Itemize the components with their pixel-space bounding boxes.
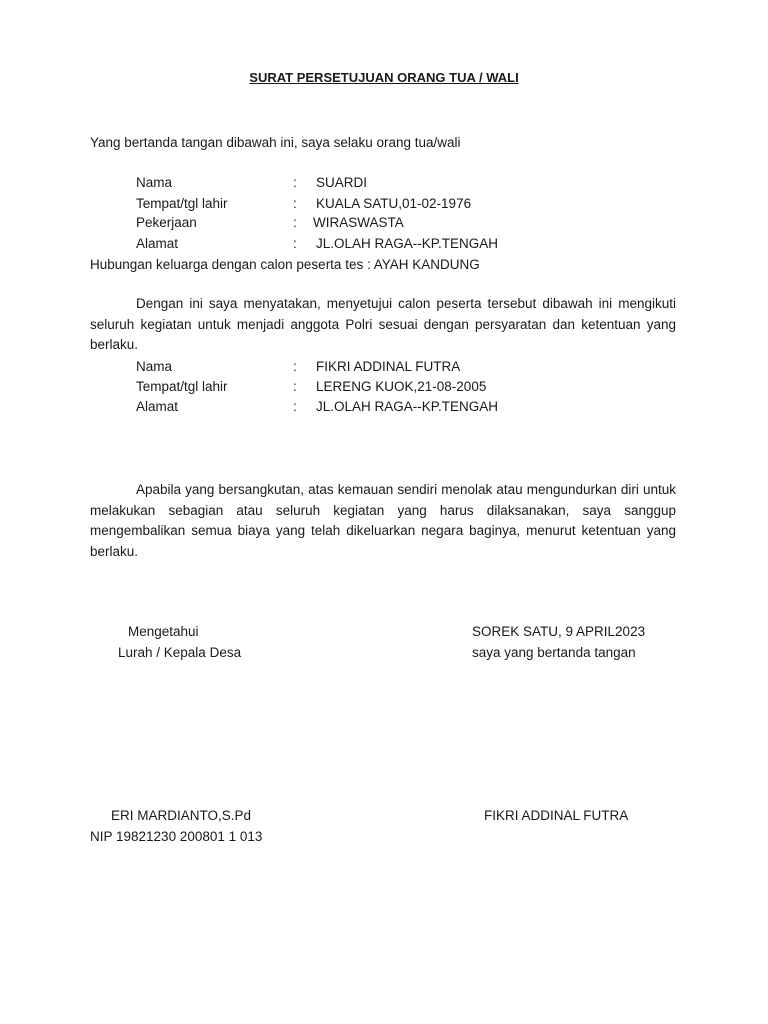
signature-left-line2: Lurah / Kepala Desa [118,645,242,660]
document-title: SURAT PERSETUJUAN ORANG TUA / WALI [249,70,519,85]
row-colon: : [293,215,297,230]
signature-right-place-date: SOREK SATU, 9 APRIL2023 [472,624,646,639]
signature-right-line2: saya yang bertanda tangan [472,645,636,660]
row-colon: : [293,236,297,251]
signature-left-line1: Mengetahui [128,624,199,639]
signature-left-nip: NIP 19821230 200801 1 013 [90,829,263,844]
commitment-paragraph [90,480,676,562]
row-label: Nama [136,175,173,190]
row-value: KUALA SATU,01-02-1976 [316,196,472,211]
row-label: Alamat [136,236,179,251]
row-value: FIKRI ADDINAL FUTRA [316,359,461,374]
row-label: Nama [136,359,173,374]
row-label: Tempat/tgl lahir [136,196,228,211]
signature-left-name: ERI MARDIANTO,S.Pd [111,808,252,823]
intro-text: Yang bertanda tangan dibawah ini, saya selaku orang tua/wali [90,135,461,150]
row-colon: : [293,379,297,394]
commitment-text: Apabila yang bersangkutan, atas kemauan sendiri menolak atau mengundurkan diri untuk melakukan sebagian atau seluruh kegiatan yang harus dilaksanakan, saya sanggup mengembalikan semua biaya yang telah dikeluarkan negara baginya, menurut ketentuan yang berlaku. [90,482,676,559]
row-value: WIRASWASTA [313,215,404,230]
row-value: LERENG KUOK,21-08-2005 [316,379,487,394]
row-value: JL.OLAH RAGA--KP.TENGAH [316,399,499,414]
row-value: SUARDI [316,175,368,190]
row-label: Pekerjaan [136,215,197,230]
statement-paragraph [90,294,676,356]
signature-right-name: FIKRI ADDINAL FUTRA [484,808,629,823]
row-colon: : [293,399,297,414]
relation-text: Hubungan keluarga dengan calon peserta tes : AYAH KANDUNG [90,257,480,272]
row-value: JL.OLAH RAGA--KP.TENGAH [316,236,499,251]
row-colon: : [293,359,297,374]
row-label: Alamat [136,399,179,414]
statement-text: Dengan ini saya menyatakan, menyetujui calon peserta tersebut dibawah ini mengikuti seluruh kegiatan untuk menjadi anggota Polri sesuai dengan persyaratan dan ketentuan yang berlaku. [90,296,676,352]
row-label: Tempat/tgl lahir [136,379,228,394]
row-colon: : [293,196,297,211]
row-colon: : [293,175,297,190]
